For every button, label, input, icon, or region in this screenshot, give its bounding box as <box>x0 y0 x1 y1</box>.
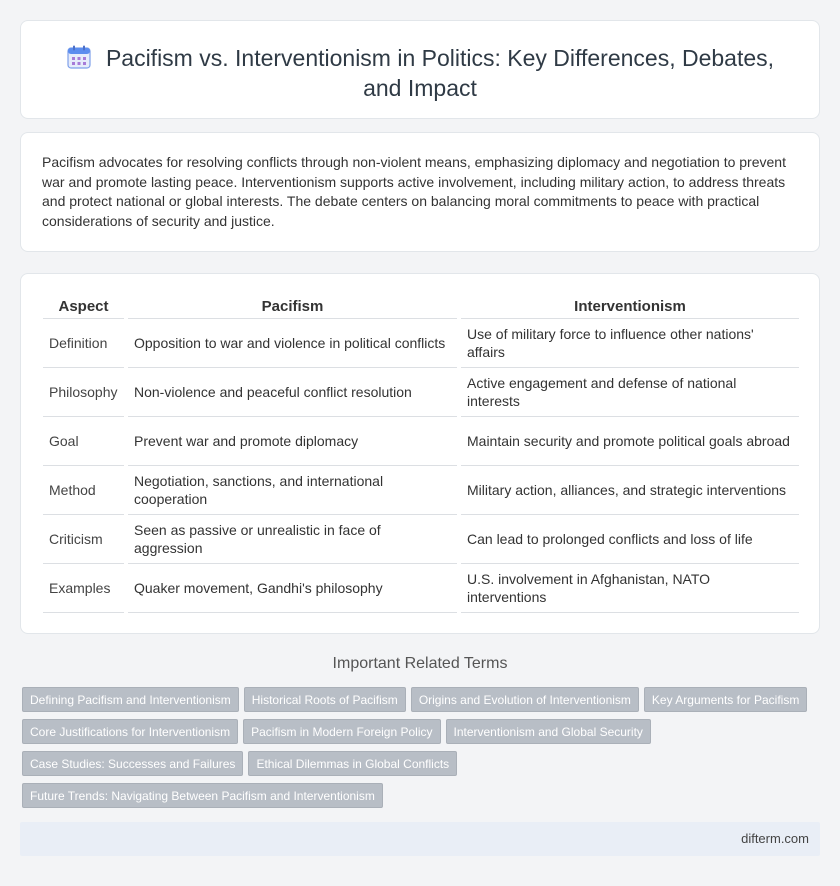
table-row <box>43 514 799 563</box>
row-interventionism: Use of military force to influence other nations' affairs <box>459 318 799 367</box>
row-interventionism: Maintain security and promote political goals abroad <box>459 416 799 465</box>
row-pacifism: Opposition to war and violence in political conflicts <box>126 318 459 367</box>
row-pacifism: Negotiation, sanctions, and international cooperation <box>126 465 459 514</box>
row-pacifism: Non-violence and peaceful conflict resolution <box>126 367 459 416</box>
row-aspect: Goal <box>43 416 126 465</box>
row-interventionism: Can lead to prolonged conflicts and loss of life <box>459 514 799 563</box>
comparison-card <box>20 273 820 634</box>
tag-row <box>22 687 822 719</box>
row-aspect: Philosophy <box>43 367 126 416</box>
header-pacifism: Pacifism <box>126 296 459 318</box>
related-term-tag[interactable]: Case Studies: Successes and Failures <box>22 751 243 776</box>
row-aspect: Examples <box>43 563 126 612</box>
intro-card <box>20 132 820 252</box>
table-header-row <box>43 296 799 318</box>
tag-row <box>22 719 822 751</box>
table-row <box>43 563 799 612</box>
row-aspect: Definition <box>43 318 126 367</box>
tag-row <box>22 783 822 815</box>
comparison-table <box>43 296 799 613</box>
related-term-tag[interactable]: Origins and Evolution of Interventionism <box>411 687 639 712</box>
related-term-tag[interactable]: Core Justifications for Interventionism <box>22 719 238 744</box>
intro-paragraph: Pacifism advocates for resolving conflicts through non-violent means, emphasizing diplomacy and negotiation to prevent war and promote lasting peace. Interventionism supports active involvement, including military action, to address threats and protect national or global interests. The debate centers on balancing moral commitments to peace with practical considerations of security and justice. <box>42 154 786 229</box>
table-row <box>43 416 799 465</box>
related-term-tag[interactable]: Ethical Dilemmas in Global Conflicts <box>248 751 457 776</box>
row-interventionism: Active engagement and defense of national interests <box>459 367 799 416</box>
table-row <box>43 465 799 514</box>
related-terms-heading: Important Related Terms <box>332 655 508 672</box>
page-title: Pacifism vs. Interventionism in Politics: Key Differences, Debates, and Impact <box>105 45 775 101</box>
row-pacifism: Quaker movement, Gandhi's philosophy <box>126 563 459 612</box>
table-row <box>43 318 799 367</box>
related-terms-list <box>22 687 822 815</box>
related-term-tag[interactable]: Interventionism and Global Security <box>446 719 651 744</box>
row-pacifism: Seen as passive or unrealistic in face of aggression <box>126 514 459 563</box>
related-term-tag[interactable]: Future Trends: Navigating Between Pacifism and Interventionism <box>22 783 383 808</box>
footer-site-link[interactable]: difterm.com <box>741 831 809 846</box>
related-term-tag[interactable]: Key Arguments for Pacifism <box>644 687 807 712</box>
calendar-icon <box>66 44 92 70</box>
row-pacifism: Prevent war and promote diplomacy <box>126 416 459 465</box>
page-title-wrap <box>21 43 819 103</box>
header-interventionism: Interventionism <box>459 296 799 318</box>
row-interventionism: U.S. involvement in Afghanistan, NATO interventions <box>459 563 799 612</box>
related-term-tag[interactable]: Pacifism in Modern Foreign Policy <box>243 719 440 744</box>
related-term-tag[interactable]: Defining Pacifism and Interventionism <box>22 687 239 712</box>
table-row <box>43 367 799 416</box>
tag-row <box>22 751 822 783</box>
related-term-tag[interactable]: Historical Roots of Pacifism <box>244 687 406 712</box>
row-interventionism: Military action, alliances, and strategic interventions <box>459 465 799 514</box>
footer-bar <box>20 822 820 856</box>
title-card <box>20 20 820 119</box>
header-aspect: Aspect <box>58 298 109 316</box>
row-aspect: Method <box>43 465 126 514</box>
row-aspect: Criticism <box>43 514 126 563</box>
